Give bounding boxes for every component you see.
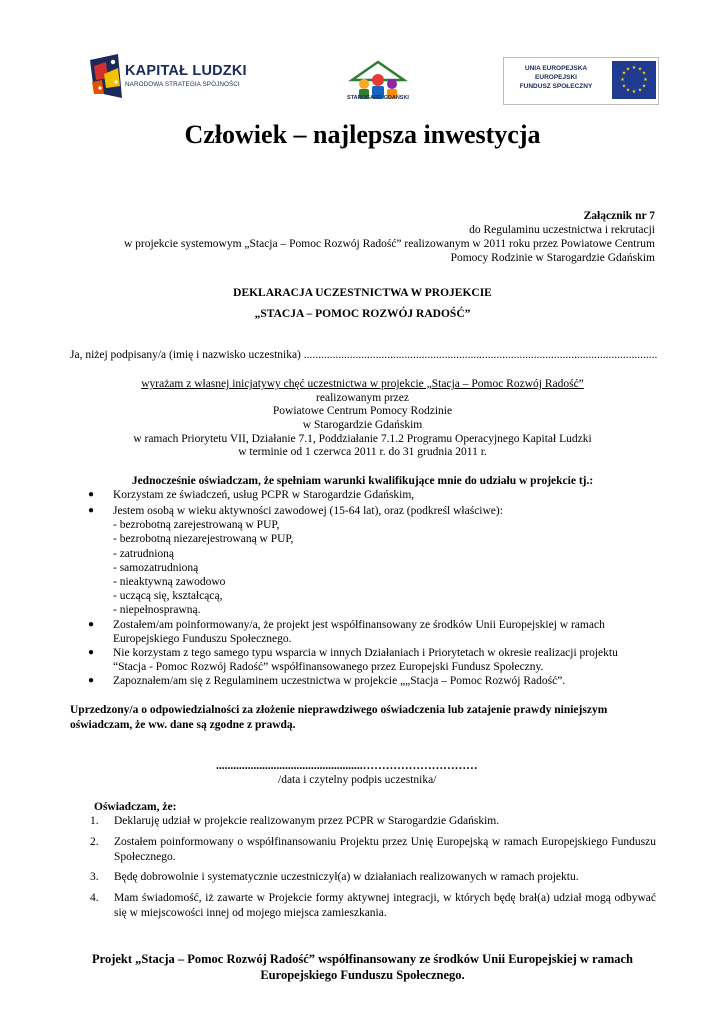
svg-text:★: ★ (620, 77, 625, 83)
institution-name: Powiatowe Centrum Pomocy Rodzinie (272, 405, 453, 417)
eu-line-1: UNIA EUROPEJSKA (524, 65, 588, 72)
statement-1: Deklaruję udział w projekcie realizowanym przez PCPR w Starogardzie Gdańskim. (114, 815, 500, 827)
eu-flag-icon (612, 61, 656, 99)
option-2: - bezrobotną niezarejestrowaną w PUP, (113, 533, 294, 545)
term-line: w terminie od 1 czerwca 2011 r. do 31 grudnia 2011 r. (238, 446, 487, 458)
bullet-icon: ● (88, 619, 95, 630)
condition-4b: “Stacja - Pomoc Rozwój Radość” współfinansowanego przez Europejski Fundusz Społeczny. (113, 661, 544, 673)
condition-3a: Zostałem/am poinformowany/a, że projekt jest współfinansowany ze środków Unii Europejskiej w ramach (113, 619, 605, 631)
statement-4: Mam świadomość, iż zawarte w Projekcie formy aktywnej integracji, w których będę brał(a) udział mogą odbywać się w miejscowości innej od mojego miejsca zamieszkania. (114, 892, 656, 919)
signature-line: ...................................................………………………… (216, 760, 478, 772)
svg-text:★: ★ (637, 66, 643, 73)
statement-number: 4. (90, 892, 99, 904)
annex-line-3: Pomocy Rodzinie w Starogardzie Gdańskim (450, 252, 655, 264)
kapital-ludzki-subtitle: NARODOWA STRATEGIA SPÓJNOŚCI (125, 81, 240, 88)
name-field-line: Ja, niżej podpisany/a (imię i nazwisko uczestnika) ........................................................................................................................... (70, 349, 658, 361)
option-3: - zatrudnioną (113, 548, 174, 560)
page-title: Człowiek – najlepsza inwestycja (184, 120, 541, 149)
statements-heading: Oświadczam, że: (94, 801, 177, 813)
condition-1: Korzystam ze świadczeń, usług PCPR w Starogardzie Gdańskim, (113, 489, 415, 501)
will-statement: wyrażam z własnej inicjatywy chęć uczestnictwa w projekcie „Stacja – Pomoc Rozwój Radość” (141, 378, 584, 390)
statement-number: 1. (90, 815, 99, 827)
condition-5: Zapoznałem/am się z Regulaminem uczestnictwa w projekcie „„Stacja – Pomoc Rozwój Radość”. (113, 675, 566, 687)
warning-line-2: oświadczam, że ww. dane są zgodne z prawdą. (70, 719, 296, 731)
kapital-ludzki-title: KAPITAŁ LUDZKI (125, 63, 247, 79)
svg-text:★: ★ (625, 66, 631, 73)
statement-number: 2. (90, 836, 99, 848)
footer-line-2: Europejskiego Funduszu Społecznego. (260, 968, 465, 982)
option-6: - uczącą się, kształcącą, (113, 590, 223, 602)
signature-caption: /data i czytelny podpis uczestnika/ (278, 774, 437, 786)
svg-text:★: ★ (631, 65, 637, 71)
eu-logo-text (508, 64, 604, 91)
declaration-heading-2: „STACJA – POMOC ROZWÓJ RADOŚĆ” (254, 308, 471, 320)
option-1: - bezrobotną zarejestrowaną w PUP, (113, 519, 280, 531)
svg-text:★: ★ (631, 89, 637, 95)
statement-number: 3. (90, 871, 99, 883)
footer-line-1: Projekt „Stacja – Pomoc Rozwój Radość” współfinansowany ze środków Unii Europejskiej w ramach (92, 952, 633, 966)
annex-label: Załącznik nr 7 (583, 210, 655, 222)
option-5: - nieaktywną zawodowo (113, 576, 226, 588)
warning-line-1: Uprzedzony/a o odpowiedzialności za złożenie nieprawdziwego oświadczenia lub zatajenie prawdy niniejszym (70, 704, 608, 716)
starogard-caption: STAROGARD GDAŃSKI (347, 95, 409, 101)
option-4: - samozatrudnioną (113, 562, 199, 574)
statement-3: Będę dobrowolnie i systematycznie uczestniczył(a) w działaniach realizowanych w ramach projektu. (114, 871, 579, 883)
svg-text:★: ★ (621, 83, 627, 90)
option-7: - niepełnosprawną. (113, 604, 201, 616)
svg-text:★: ★ (625, 87, 631, 94)
program-line: w ramach Priorytetu VII, Działanie 7.1, Poddziałanie 7.1.2 Programu Operacyjnego Kapitał Ludzki (133, 433, 592, 445)
condition-3b: Europejskiego Funduszu Społecznego. (113, 633, 292, 645)
kapital-ludzki-text (125, 63, 247, 88)
annex-line-2: w projekcie systemowym „Stacja – Pomoc Rozwój Radość” realizowanym w 2011 roku przez Powiatowe Centrum (124, 238, 655, 250)
bullet-icon: ● (88, 675, 95, 686)
condition-2: Jestem osobą w wieku aktywności zawodowej (15-64 lat), oraz (podkreśl właściwe): (113, 505, 503, 517)
statement-2: Zostałem poinformowany o współfinansowaniu Projektu przez Unię Europejską w ramach Europejskiego Funduszu Społecznego. (114, 836, 656, 863)
svg-text:★: ★ (643, 77, 648, 83)
condition-4a: Nie korzystam z tego samego typu wsparcia w innych Działaniach i Priorytetach w okresie realizacji projektu (113, 647, 618, 659)
eu-line-2: EUROPEJSKI (535, 74, 577, 81)
institution-city: w Starogardzie Gdańskim (302, 419, 423, 431)
implemented-by: realizowanym przez (316, 392, 409, 404)
eu-line-3: FUNDUSZ SPOŁECZNY (519, 83, 593, 90)
declaration-heading-1: DEKLARACJA UCZESTNICTWA W PROJEKCIE (233, 287, 492, 299)
bullet-icon: ● (88, 489, 95, 500)
bullet-icon: ● (88, 505, 95, 516)
annex-line-1: do Regulaminu uczestnictwa i rekrutacji (469, 224, 655, 236)
svg-text:★: ★ (637, 87, 643, 94)
svg-text:★: ★ (621, 70, 627, 77)
svg-text:★: ★ (641, 70, 647, 77)
bullet-icon: ● (88, 647, 95, 658)
svg-text:★: ★ (641, 83, 647, 90)
conditions-heading: Jednocześnie oświadczam, że spełniam warunki kwalifikujące mnie do udziału w projekcie tj.: (131, 475, 594, 487)
